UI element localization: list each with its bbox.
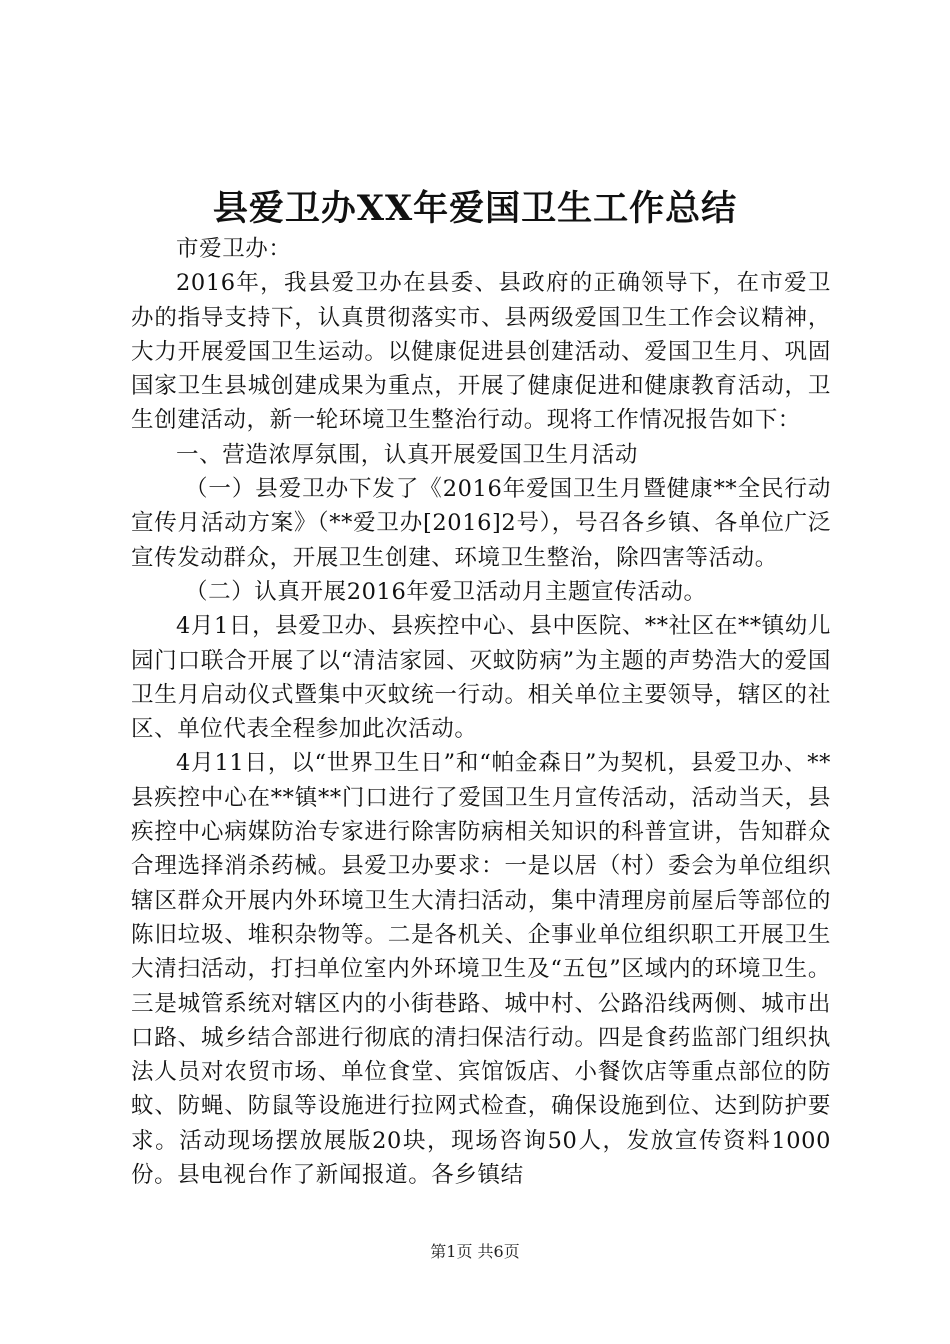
salutation: 市爱卫办： (176, 236, 292, 262)
paragraph-april-1: 4月1日，县爱卫办、县疾控中心、县中医院、**社区在**镇幼儿园门口联合开展了以“清洁家园、灭蚊防病”为主题的声势浩大的爱国卫生月启动仪式暨集中灭蚊统一行动。相关单位主要领导，辖区的社区、单位代表全程参加此次活动。 (131, 613, 831, 743)
page-footer: 第1页 共6页 (430, 1242, 520, 1261)
paragraph-intro: 2016年，我县爱卫办在县委、县政府的正确领导下，在市爱卫办的指导支持下，认真贯彻落实市、县两级爱国卫生工作会议精神，大力开展爱国卫生运动。以健康促进县创建活动、爱国卫生月、巩固国家卫生县城创建成果为重点，开展了健康促进和健康教育活动，卫生创建活动，新一轮环境卫生整治行动。现将工作情况报告如下： (131, 270, 831, 434)
document-title: 县爱卫办XX年爱国卫生工作总结 (212, 188, 738, 229)
section-heading-1: 一、营造浓厚氛围，认真开展爱国卫生月活动 (176, 441, 639, 468)
paragraph-april-11: 4月11日，以“世界卫生日”和“帕金森日”为契机，县爱卫办、**县疾控中心在**镇**门口进行了爱国卫生月宣传活动，活动当天，县疾控中心病媒防治专家进行除害防病相关知识的科普宣讲，告知群众合理选择消杀药械。县爱卫办要求：一是以居（村）委会为单位组织辖区群众开展内外环境卫生大清扫活动，集中清理房前屋后等部位的陈旧垃圾、堆积杂物等。二是各机关、企事业单位组织职工开展卫生大清扫活动，打扫单位室内外环境卫生及“五包”区域内的环境卫生。三是城管系统对辖区内的小街巷路、城中村、公路沿线两侧、城市出口路、城乡结合部进行彻底的清扫保洁行动。四是食药监部门组织执法人员对农贸市场、单位食堂、宾馆饭店、小餐饮店等重点部位的防蚊、防蝇、防鼠等设施进行拉网式检查，确保设施到位、达到防护要求。活动现场摆放展版20块，现场咨询50人，发放宣传资料1000份。县电视台作了新闻报道。各乡镇结 (131, 750, 831, 1189)
paragraph-item-2: （二）认真开展2016年爱卫活动月主题宣传活动。 (185, 578, 707, 605)
document-body (131, 232, 831, 1192)
paragraph-item-1: （一）县爱卫办下发了《2016年爱国卫生月暨健康**全民行动宣传月活动方案》（**爱卫办[2016]2号），号召各乡镇、各单位广泛宣传发动群众，开展卫生创建、环境卫生整治，除四害等活动。 (131, 476, 831, 571)
